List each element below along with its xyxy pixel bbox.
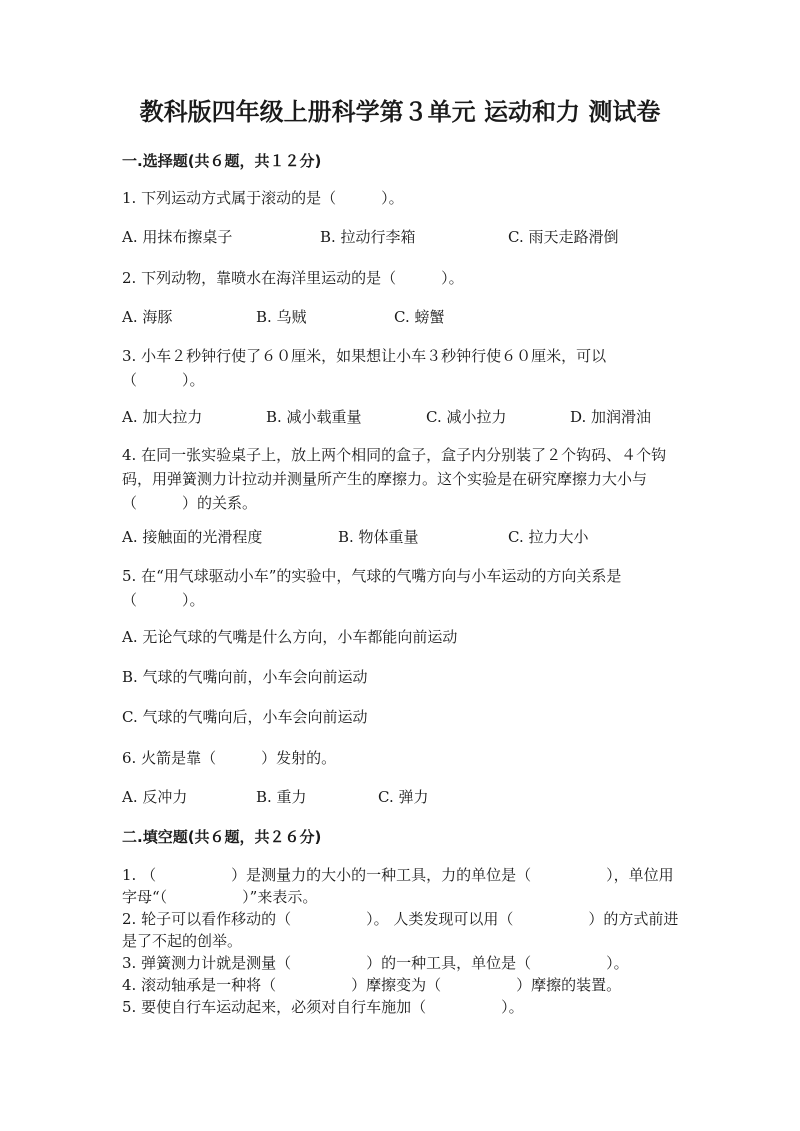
fill-item: 1. （ ）是测量力的大小的一种工具，力的单位是（ ），单位用字母“（ ）”来表示。 — [122, 866, 674, 906]
question-stem: 2. 下列动物，靠喷水在海洋里运动的是（ ）。 — [122, 269, 464, 287]
option-line[interactable]: A. 无论气球的气嘴是什么方向，小车都能向前运动 — [122, 628, 458, 646]
section-heading-fill: 二.填空题(共６题，共２６分) — [122, 828, 322, 846]
question-stem: 1. 下列运动方式属于滚动的是（ ）。 — [122, 189, 404, 207]
section-heading-choice: 一.选择题(共６题，共１２分) — [122, 152, 322, 170]
option-c[interactable]: C. 螃蟹 — [394, 308, 445, 326]
option-b[interactable]: B. 乌贼 — [256, 308, 307, 326]
option-a[interactable]: A. 海豚 — [122, 308, 173, 326]
option-b[interactable]: B. 减小载重量 — [266, 408, 362, 426]
option-line[interactable]: C. 气球的气嘴向后，小车会向前运动 — [122, 708, 368, 726]
option-b[interactable]: B. 物体重量 — [338, 528, 419, 546]
fill-item: 4. 滚动轴承是一种将（ ）摩擦变为（ ）摩擦的装置。 — [122, 976, 622, 994]
option-a[interactable]: A. 加大拉力 — [122, 408, 203, 426]
option-c[interactable]: C. 雨天走路滑倒 — [508, 228, 619, 246]
fill-item: 5. 要使自行车运动起来，必须对自行车施加（ ）。 — [122, 998, 524, 1016]
option-line[interactable]: B. 气球的气嘴向前，小车会向前运动 — [122, 668, 368, 686]
exam-title: 教科版四年级上册科学第３单元 运动和力 测试卷 — [139, 98, 661, 126]
option-a[interactable]: A. 用抹布擦桌子 — [122, 228, 233, 246]
option-b[interactable]: B. 拉动行李箱 — [320, 228, 416, 246]
fill-item: 2. 轮子可以看作移动的（ ）。 人类发现可以用（ ）的方式前进是了不起的创举。 — [122, 910, 679, 950]
option-c[interactable]: C. 弹力 — [378, 788, 429, 806]
option-b[interactable]: B. 重力 — [256, 788, 307, 806]
option-c[interactable]: C. 减小拉力 — [426, 408, 507, 426]
question-stem: 6. 火箭是靠（ ）发射的。 — [122, 749, 337, 767]
question-stem: 4. 在同一张实验桌子上，放上两个相同的盒子，盒子内分别装了２个钩码、４个钩码，用弹簧测力计拉动并测量所产生的摩擦力。这个实验是在研究摩擦力大小与（ ）的关系。 — [122, 446, 667, 512]
question-stem: 5. 在“用气球驱动小车”的实验中，气球的气嘴方向与小车运动的方向关系是（ ）。 — [122, 567, 622, 609]
option-d[interactable]: D. 加润滑油 — [570, 408, 652, 426]
option-a[interactable]: A. 接触面的光滑程度 — [122, 528, 263, 546]
option-a[interactable]: A. 反冲力 — [122, 788, 188, 806]
question-stem: 3. 小车２秒钟行使了６０厘米，如果想让小车３秒钟行使６０厘米，可以（ ）。 — [122, 347, 607, 389]
option-c[interactable]: C. 拉力大小 — [508, 528, 589, 546]
fill-item: 3. 弹簧测力计就是测量（ ）的一种工具，单位是（ ）。 — [122, 954, 629, 972]
